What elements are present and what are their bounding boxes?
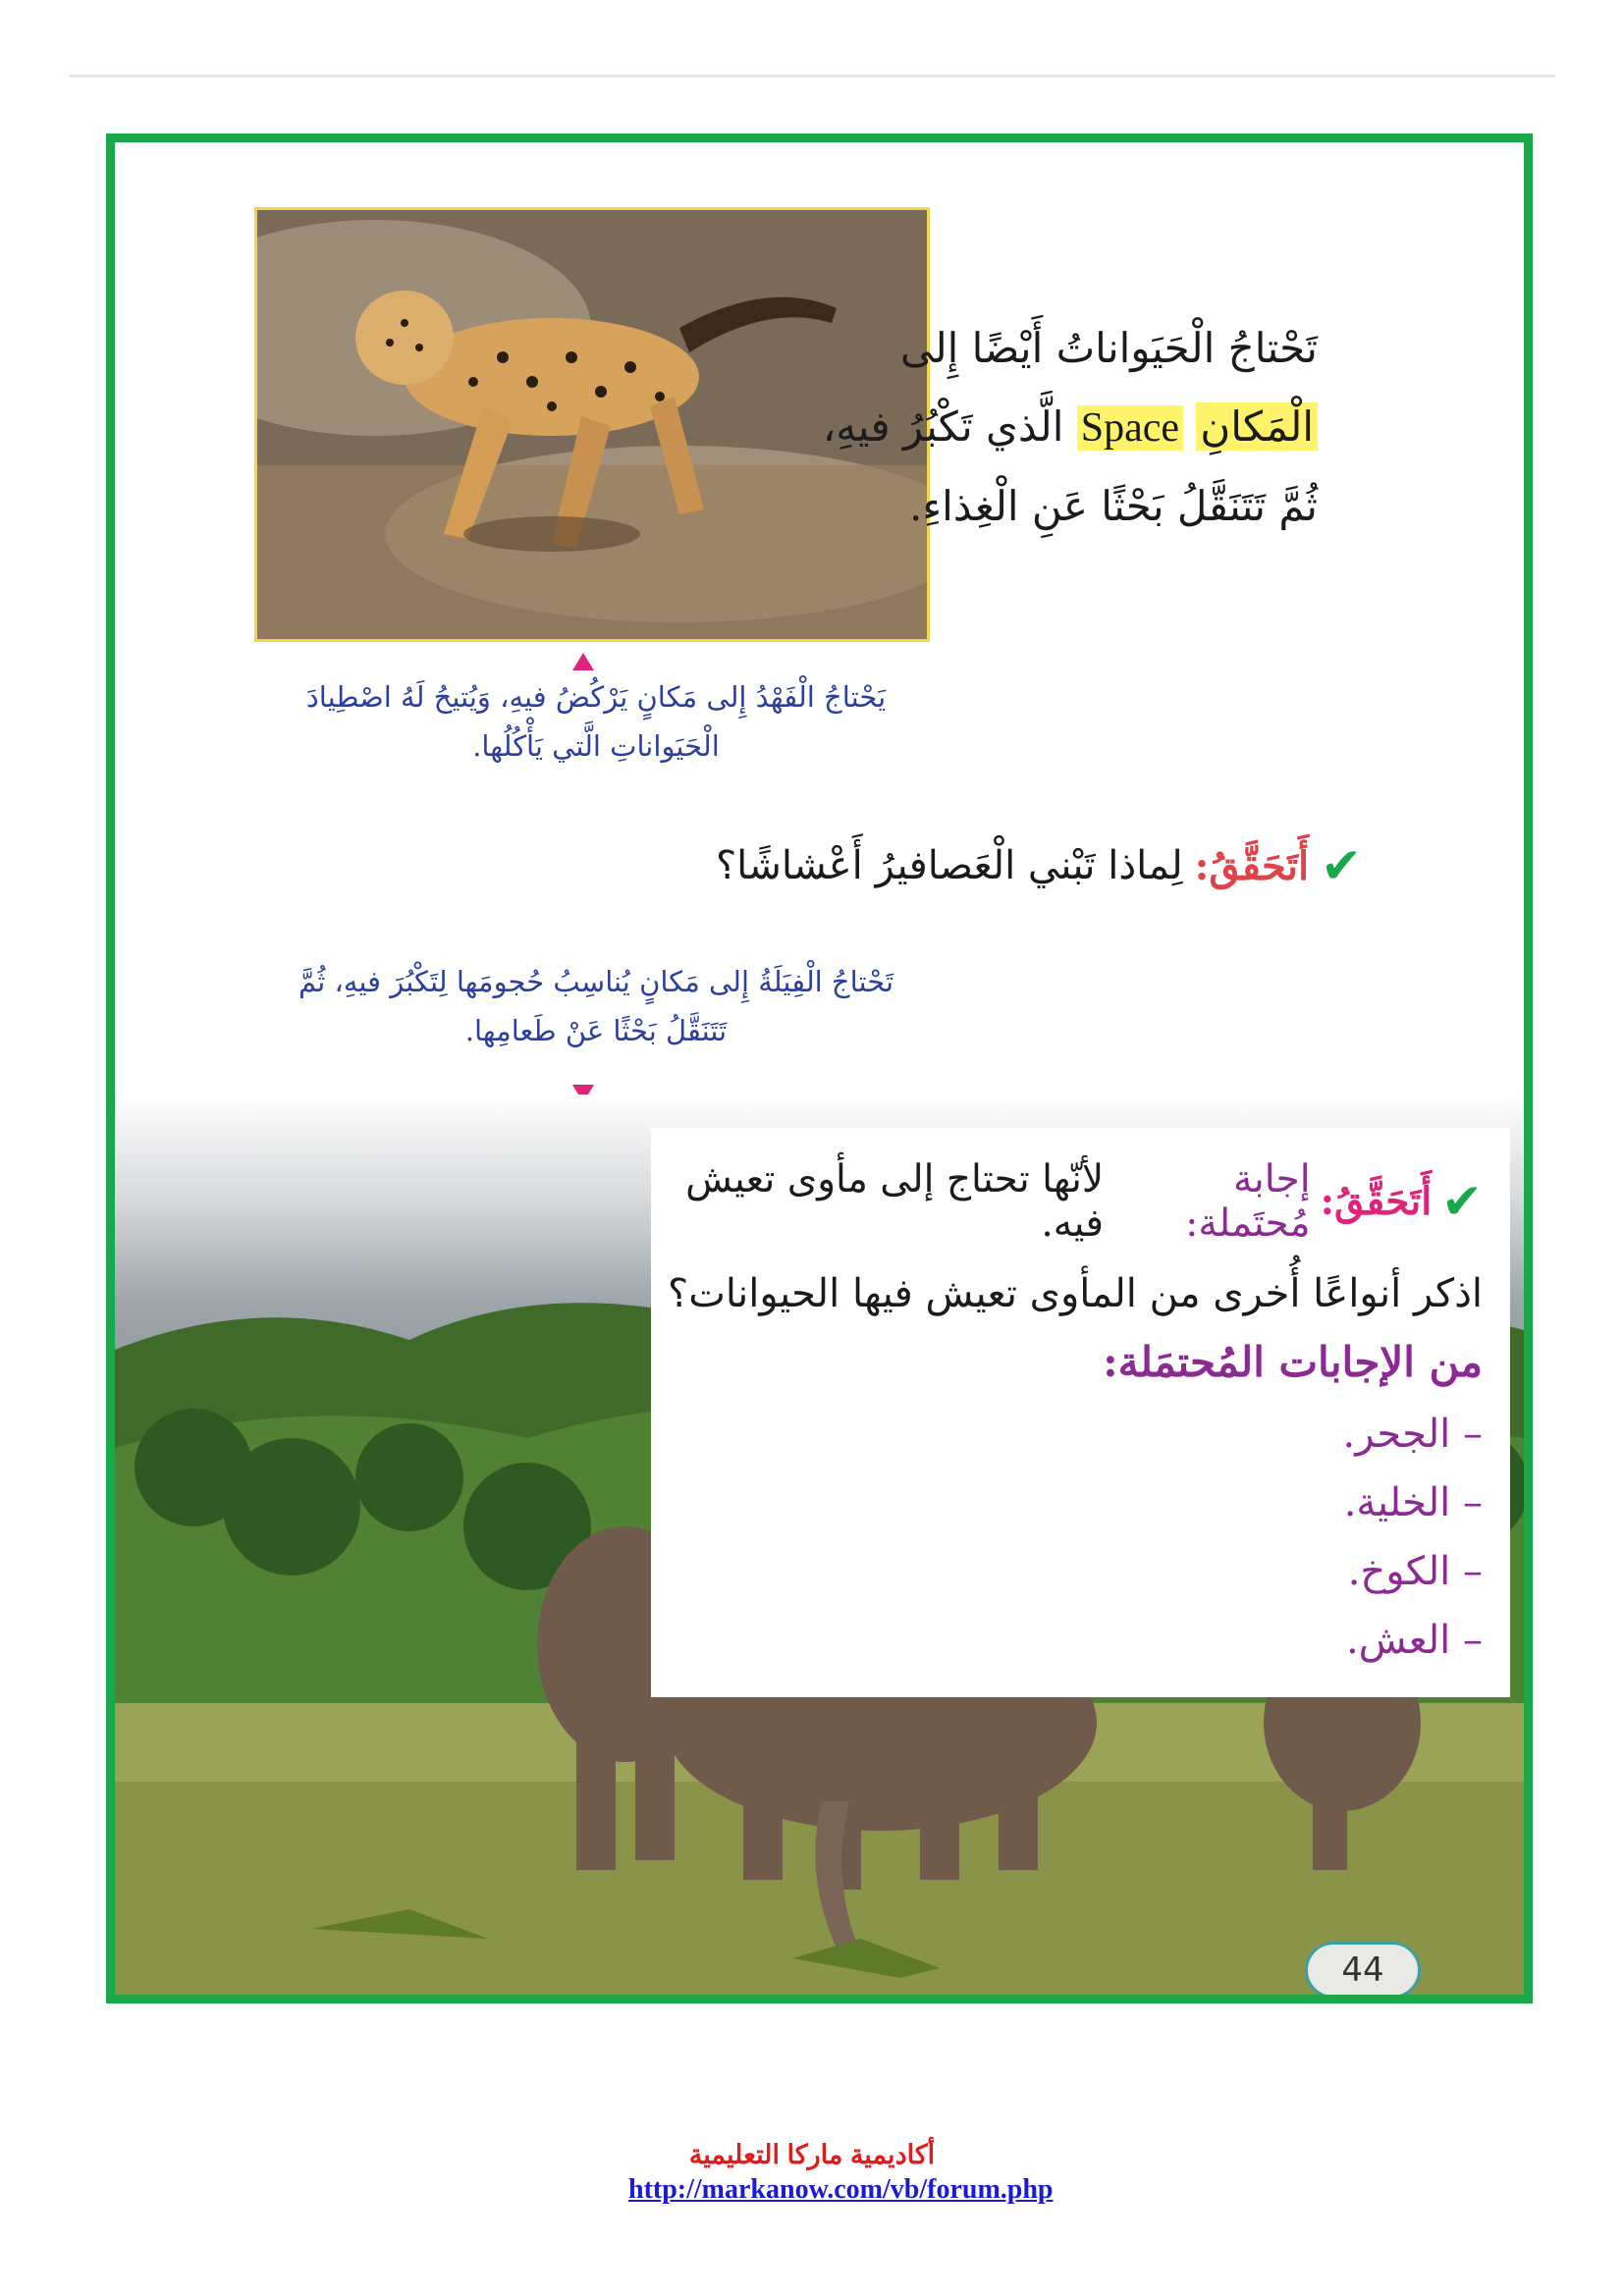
answer-question: اذكر أنواعًا أُخرى من المأوى تعيش فيها الحيوانات؟ (668, 1271, 1483, 1316)
answer-list (651, 1400, 1483, 1675)
top-rule (69, 75, 1555, 78)
intro-line-1: تَحْتاجُ الْحَيَواناتُ أَيْضًا إِلى (899, 324, 1318, 372)
answer-subheading: من الإجابات المُحتمَلة: (1103, 1338, 1483, 1386)
page-number: 44 (1305, 1942, 1421, 1999)
footer-link[interactable]: http://markanow.com/vb/forum.php (628, 2174, 1054, 2205)
answer-line (651, 1157, 1483, 1246)
cheetah-caption (252, 672, 940, 771)
caption-pointer-up-icon (572, 653, 594, 670)
list-item: – الكوخ. (1347, 1549, 1483, 1594)
elephant-caption-line-1: تَحْتاجُ الْفِيَلَةُ إِلى مَكانٍ يُناسِبُ حُجومَها لِتَكْبُرَ فيهِ، ثُمَّ (298, 965, 894, 998)
list-item: – الخلية. (1343, 1480, 1483, 1525)
cheetah-caption-line-2: الْحَيَواناتِ الَّتي يَأْكُلُها. (472, 729, 720, 763)
elephant-caption-line-2: تَتَنَقَّلُ بَحْثًا عَنْ طَعامِها. (464, 1014, 728, 1047)
space-term-highlight (1196, 402, 1318, 451)
answer-box (651, 1128, 1510, 1697)
answer-text: لأنّها تحتاج إلى مأوى تعيش فيه. (685, 1157, 1105, 1246)
check-question-text: لِماذا تَبْني الْعَصافيرُ أَعْشاشًا؟ (715, 843, 1183, 888)
elephant-caption (252, 957, 940, 1055)
space-term-english: Space (1077, 405, 1183, 451)
intro-paragraph (807, 309, 1318, 546)
list-item: – العش. (1345, 1618, 1483, 1663)
intro-line-2 (807, 388, 1318, 467)
page-frame (106, 133, 1533, 2003)
answer-verify-label: أَتَحَقَّقُ: (1320, 1179, 1433, 1224)
check-question (716, 837, 1362, 894)
intro-line-3: ثُمَّ تَتَنَقَّلُ بَحْثًا عَنِ الْغِذاءِ. (909, 482, 1318, 530)
intro-line-2-rest: الَّذي تَكْبُرُ فيهِ، (822, 402, 1064, 451)
checkmark-icon: ✔ (1441, 1173, 1483, 1230)
space-term-arabic: الْمَكانِ (1200, 402, 1314, 451)
check-label: أَتَحَقَّقُ: (1194, 842, 1310, 889)
checkmark-icon: ✔ (1321, 837, 1362, 894)
list-item: – الجحر. (1342, 1412, 1483, 1457)
footer-title: أكاديمية ماركا التعليمية (688, 2140, 936, 2169)
answer-possible-label: إجابة مُحتَملة: (1185, 1157, 1311, 1246)
cheetah-caption-line-1: يَحْتاجُ الْفَهْدُ إِلى مَكانٍ يَرْكُضُ فيهِ، وَيُتيحُ لَهُ اصْطِيادَ (305, 680, 887, 714)
